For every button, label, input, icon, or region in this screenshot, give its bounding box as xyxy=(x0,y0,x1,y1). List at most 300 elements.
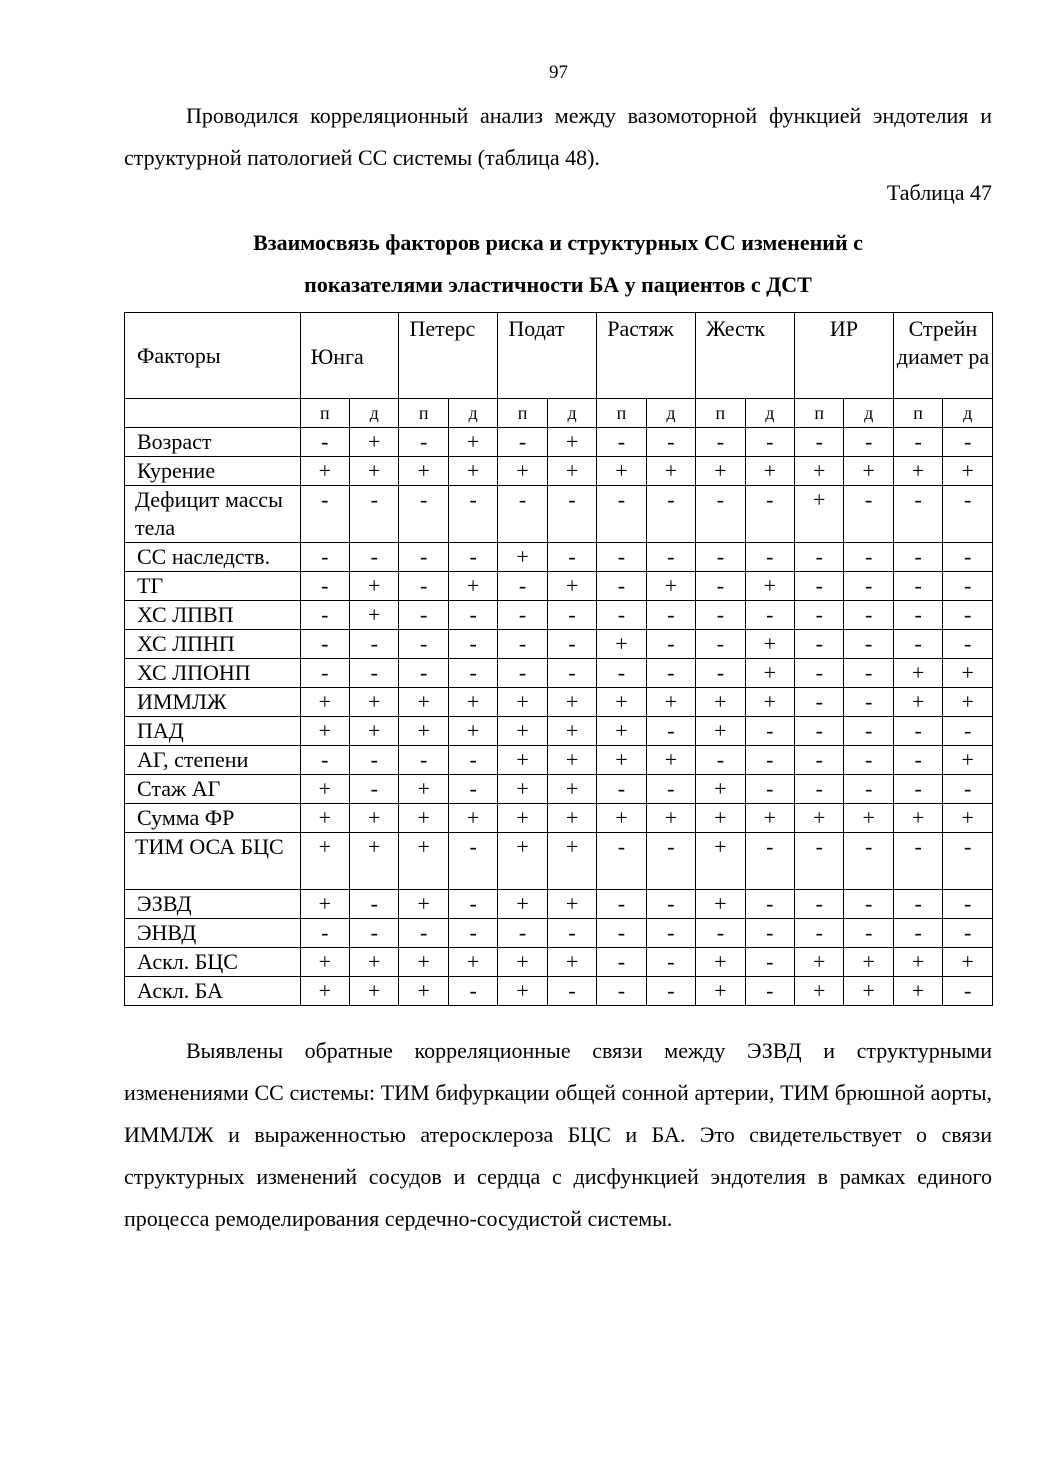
value-cell: + xyxy=(498,543,547,572)
value-cell: + xyxy=(498,977,547,1006)
value-cell: - xyxy=(696,746,745,775)
value-cell: + xyxy=(893,948,942,977)
value-cell: + xyxy=(893,688,942,717)
value-cell: + xyxy=(696,833,745,890)
value-cell: - xyxy=(300,486,349,543)
value-cell: + xyxy=(893,804,942,833)
value-cell: - xyxy=(795,890,844,919)
table-row xyxy=(125,659,993,688)
value-cell: + xyxy=(350,688,399,717)
value-cell: - xyxy=(399,601,448,630)
value-cell: + xyxy=(646,572,695,601)
value-cell: - xyxy=(795,428,844,457)
page-number: 97 xyxy=(549,62,568,83)
value-cell: + xyxy=(646,688,695,717)
value-cell: - xyxy=(943,775,993,804)
value-cell: + xyxy=(547,688,596,717)
value-cell: - xyxy=(745,977,794,1006)
value-cell: + xyxy=(300,717,349,746)
value-cell: + xyxy=(350,833,399,890)
value-cell: - xyxy=(350,630,399,659)
table-body xyxy=(125,428,993,1006)
value-cell: + xyxy=(350,457,399,486)
value-cell: - xyxy=(350,890,399,919)
value-cell: + xyxy=(498,457,547,486)
value-cell: + xyxy=(350,601,399,630)
value-cell: - xyxy=(597,428,646,457)
value-cell: - xyxy=(943,630,993,659)
value-cell: - xyxy=(745,746,794,775)
value-cell: + xyxy=(498,717,547,746)
value-cell: - xyxy=(795,833,844,890)
value-cell: + xyxy=(696,948,745,977)
value-cell: + xyxy=(399,833,448,890)
value-cell: - xyxy=(943,601,993,630)
factor-cell: Аскл. БА xyxy=(125,977,301,1006)
value-cell: + xyxy=(646,804,695,833)
value-cell: + xyxy=(844,977,893,1006)
table-row xyxy=(125,630,993,659)
value-cell: - xyxy=(696,543,745,572)
value-cell: - xyxy=(646,919,695,948)
value-cell: - xyxy=(597,601,646,630)
correlation-table xyxy=(124,312,993,1006)
factor-cell: Аскл. БЦС xyxy=(125,948,301,977)
value-cell: - xyxy=(795,659,844,688)
value-cell: + xyxy=(498,890,547,919)
value-cell: + xyxy=(547,572,596,601)
value-cell: - xyxy=(943,572,993,601)
value-cell: + xyxy=(350,428,399,457)
value-cell: - xyxy=(448,746,497,775)
subheader-cell: п xyxy=(597,399,646,428)
value-cell: - xyxy=(844,688,893,717)
value-cell: + xyxy=(448,457,497,486)
value-cell: + xyxy=(547,890,596,919)
value-cell: - xyxy=(547,919,596,948)
subheader-cell: д xyxy=(448,399,497,428)
value-cell: - xyxy=(300,428,349,457)
factor-cell: ХС ЛПОНП xyxy=(125,659,301,688)
value-cell: - xyxy=(943,977,993,1006)
table-row xyxy=(125,948,993,977)
subheader-cell: д xyxy=(350,399,399,428)
subheader-cell: д xyxy=(745,399,794,428)
value-cell: + xyxy=(300,688,349,717)
value-cell: + xyxy=(597,688,646,717)
value-cell: - xyxy=(448,890,497,919)
value-cell: - xyxy=(547,630,596,659)
header-param-strain: Стрейн диамет ра xyxy=(893,313,992,399)
value-cell: - xyxy=(597,833,646,890)
table-row xyxy=(125,601,993,630)
value-cell: + xyxy=(350,804,399,833)
value-cell: + xyxy=(696,804,745,833)
value-cell: + xyxy=(547,428,596,457)
value-cell: - xyxy=(448,486,497,543)
factor-cell: ЭНВД xyxy=(125,919,301,948)
value-cell: + xyxy=(300,457,349,486)
value-cell: - xyxy=(646,717,695,746)
header-param-podat: Подат xyxy=(498,313,597,399)
value-cell: - xyxy=(795,630,844,659)
value-cell: - xyxy=(844,919,893,948)
value-cell: + xyxy=(547,833,596,890)
value-cell: - xyxy=(844,659,893,688)
value-cell: + xyxy=(943,746,993,775)
value-cell: - xyxy=(547,486,596,543)
value-cell: - xyxy=(448,659,497,688)
value-cell: - xyxy=(350,486,399,543)
value-cell: - xyxy=(350,746,399,775)
value-cell: - xyxy=(943,919,993,948)
value-cell: - xyxy=(844,890,893,919)
factor-cell: Сумма ФР xyxy=(125,804,301,833)
value-cell: + xyxy=(399,717,448,746)
value-cell: - xyxy=(547,543,596,572)
value-cell: - xyxy=(399,919,448,948)
factor-cell: Курение xyxy=(125,457,301,486)
subheader-cell: п xyxy=(498,399,547,428)
value-cell: - xyxy=(547,601,596,630)
value-cell: - xyxy=(300,601,349,630)
value-cell: - xyxy=(893,890,942,919)
header-param-rastyazh: Растяж xyxy=(597,313,696,399)
value-cell: + xyxy=(696,457,745,486)
value-cell: + xyxy=(399,804,448,833)
value-cell: + xyxy=(696,717,745,746)
factor-cell: ПАД xyxy=(125,717,301,746)
value-cell: - xyxy=(943,890,993,919)
value-cell: - xyxy=(448,919,497,948)
value-cell: + xyxy=(498,804,547,833)
value-cell: + xyxy=(547,948,596,977)
value-cell: + xyxy=(448,688,497,717)
value-cell: - xyxy=(745,428,794,457)
value-cell: + xyxy=(597,457,646,486)
value-cell: - xyxy=(795,688,844,717)
value-cell: + xyxy=(547,746,596,775)
value-cell: + xyxy=(498,833,547,890)
value-cell: - xyxy=(893,543,942,572)
value-cell: - xyxy=(646,428,695,457)
value-cell: - xyxy=(448,543,497,572)
value-cell: - xyxy=(844,630,893,659)
value-cell: + xyxy=(498,688,547,717)
value-cell: - xyxy=(399,630,448,659)
value-cell: - xyxy=(646,890,695,919)
factor-cell: ХС ЛПВП xyxy=(125,601,301,630)
value-cell: - xyxy=(893,775,942,804)
factor-cell: ТИМ ОСА БЦС xyxy=(125,833,301,890)
value-cell: + xyxy=(300,890,349,919)
value-cell: - xyxy=(795,746,844,775)
conclusion-paragraph: Выявлены обратные корреляционные связи между ЭЗВД и структурными изменениями СС системы: ТИМ бифуркации общей сонной артерии, ТИМ брюшной аорты, ИММЛЖ и выраженностью атеросклероза БЦС и БА. Это свидетельствует о связи структурных изменений сосудов и сердца с дисфункцией эндотелия в рамках единого процесса ремоделирования сердечно-сосудистой системы. xyxy=(124,1038,992,1231)
value-cell: + xyxy=(498,775,547,804)
value-cell: - xyxy=(498,919,547,948)
value-cell: - xyxy=(448,775,497,804)
value-cell: - xyxy=(597,919,646,948)
value-cell: + xyxy=(745,688,794,717)
value-cell: + xyxy=(498,746,547,775)
value-cell: - xyxy=(696,630,745,659)
value-cell: + xyxy=(745,630,794,659)
value-cell: + xyxy=(547,804,596,833)
value-cell: + xyxy=(399,457,448,486)
value-cell: - xyxy=(300,630,349,659)
value-cell: - xyxy=(696,428,745,457)
value-cell: - xyxy=(844,572,893,601)
value-cell: + xyxy=(448,948,497,977)
value-cell: - xyxy=(597,775,646,804)
subheader-cell: п xyxy=(795,399,844,428)
value-cell: + xyxy=(399,688,448,717)
value-cell: + xyxy=(399,890,448,919)
value-cell: - xyxy=(646,659,695,688)
header-param-peters: Петерс xyxy=(399,313,498,399)
header-factors: Факторы xyxy=(125,313,301,399)
value-cell: - xyxy=(943,717,993,746)
table-row xyxy=(125,746,993,775)
value-cell: - xyxy=(745,775,794,804)
subheader-row xyxy=(125,399,993,428)
value-cell: + xyxy=(300,977,349,1006)
subheader-cell: п xyxy=(300,399,349,428)
value-cell: + xyxy=(646,746,695,775)
value-cell: + xyxy=(893,457,942,486)
value-cell: - xyxy=(844,833,893,890)
value-cell: + xyxy=(547,717,596,746)
value-cell: + xyxy=(597,717,646,746)
value-cell: - xyxy=(893,833,942,890)
value-cell: - xyxy=(597,659,646,688)
factor-cell: Возраст xyxy=(125,428,301,457)
table-row xyxy=(125,717,993,746)
value-cell: - xyxy=(547,659,596,688)
value-cell: + xyxy=(893,659,942,688)
value-cell: - xyxy=(795,919,844,948)
value-cell: - xyxy=(300,543,349,572)
value-cell: - xyxy=(844,775,893,804)
value-cell: - xyxy=(399,428,448,457)
header-param-ir: ИР xyxy=(795,313,894,399)
value-cell: + xyxy=(745,804,794,833)
value-cell: + xyxy=(597,746,646,775)
subheader-empty xyxy=(125,399,301,428)
factor-cell: ТГ xyxy=(125,572,301,601)
value-cell: - xyxy=(646,486,695,543)
factor-cell: АГ, степени xyxy=(125,746,301,775)
value-cell: - xyxy=(893,746,942,775)
value-cell: + xyxy=(745,659,794,688)
value-cell: + xyxy=(795,457,844,486)
value-cell: - xyxy=(646,775,695,804)
value-cell: - xyxy=(795,572,844,601)
value-cell: - xyxy=(696,572,745,601)
value-cell: + xyxy=(448,572,497,601)
value-cell: - xyxy=(597,948,646,977)
value-cell: - xyxy=(498,428,547,457)
value-cell: - xyxy=(893,486,942,543)
table-row xyxy=(125,919,993,948)
value-cell: + xyxy=(597,804,646,833)
factor-cell: ИММЛЖ xyxy=(125,688,301,717)
value-cell: + xyxy=(350,572,399,601)
value-cell: - xyxy=(943,833,993,890)
value-cell: - xyxy=(844,543,893,572)
value-cell: - xyxy=(300,659,349,688)
value-cell: - xyxy=(448,977,497,1006)
value-cell: - xyxy=(795,601,844,630)
table-row xyxy=(125,775,993,804)
value-cell: - xyxy=(498,659,547,688)
subheader-cell: д xyxy=(547,399,596,428)
table-row xyxy=(125,543,993,572)
value-cell: - xyxy=(745,717,794,746)
value-cell: - xyxy=(350,543,399,572)
value-cell: - xyxy=(943,486,993,543)
value-cell: - xyxy=(795,543,844,572)
value-cell: + xyxy=(844,804,893,833)
value-cell: - xyxy=(745,543,794,572)
value-cell: + xyxy=(943,948,993,977)
value-cell: - xyxy=(696,601,745,630)
table-row xyxy=(125,890,993,919)
value-cell: - xyxy=(795,717,844,746)
header-param-jung: Юнга xyxy=(300,313,399,399)
value-cell: - xyxy=(597,977,646,1006)
table-title-line2: показателями эластичности БА у пациентов с ДСТ xyxy=(304,272,812,297)
value-cell: - xyxy=(498,601,547,630)
value-cell: + xyxy=(399,948,448,977)
value-cell: - xyxy=(844,428,893,457)
table-title-line1: Взаимосвязь факторов риска и структурных СС изменений с xyxy=(253,230,863,255)
value-cell: - xyxy=(399,543,448,572)
value-cell: + xyxy=(696,688,745,717)
value-cell: + xyxy=(300,833,349,890)
value-cell: - xyxy=(597,486,646,543)
value-cell: - xyxy=(893,572,942,601)
value-cell: - xyxy=(350,659,399,688)
value-cell: - xyxy=(745,601,794,630)
value-cell: - xyxy=(893,630,942,659)
value-cell: - xyxy=(646,977,695,1006)
factor-cell: ЭЗВД xyxy=(125,890,301,919)
value-cell: - xyxy=(646,601,695,630)
header-param-zhestk: Жестк xyxy=(696,313,795,399)
value-cell: - xyxy=(943,428,993,457)
value-cell: - xyxy=(646,543,695,572)
value-cell: + xyxy=(696,977,745,1006)
value-cell: + xyxy=(943,457,993,486)
value-cell: + xyxy=(795,804,844,833)
value-cell: - xyxy=(448,833,497,890)
value-cell: + xyxy=(350,948,399,977)
value-cell: - xyxy=(300,572,349,601)
value-cell: - xyxy=(745,890,794,919)
value-cell: - xyxy=(498,572,547,601)
table-row xyxy=(125,977,993,1006)
table-row xyxy=(125,804,993,833)
value-cell: + xyxy=(745,457,794,486)
value-cell: + xyxy=(597,630,646,659)
value-cell: + xyxy=(844,948,893,977)
value-cell: + xyxy=(498,948,547,977)
factor-cell: ХС ЛПНП xyxy=(125,630,301,659)
table-row xyxy=(125,486,993,543)
value-cell: - xyxy=(696,919,745,948)
value-cell: - xyxy=(646,833,695,890)
table-row xyxy=(125,833,993,890)
value-cell: + xyxy=(350,717,399,746)
value-cell: - xyxy=(745,833,794,890)
value-cell: + xyxy=(696,890,745,919)
value-cell: + xyxy=(943,659,993,688)
value-cell: + xyxy=(448,717,497,746)
value-cell: - xyxy=(696,659,745,688)
value-cell: + xyxy=(448,428,497,457)
value-cell: - xyxy=(399,486,448,543)
subheader-cell: п xyxy=(399,399,448,428)
subheader-cell: п xyxy=(696,399,745,428)
value-cell: - xyxy=(597,543,646,572)
value-cell: - xyxy=(893,428,942,457)
subheader-cell: д xyxy=(646,399,695,428)
value-cell: - xyxy=(399,659,448,688)
value-cell: + xyxy=(943,804,993,833)
value-cell: - xyxy=(300,919,349,948)
table-row xyxy=(125,572,993,601)
value-cell: + xyxy=(745,572,794,601)
value-cell: + xyxy=(547,457,596,486)
value-cell: + xyxy=(300,775,349,804)
factor-cell: Стаж АГ xyxy=(125,775,301,804)
value-cell: - xyxy=(399,572,448,601)
value-cell: - xyxy=(893,601,942,630)
value-cell: - xyxy=(745,948,794,977)
factor-cell: Дефицит массы тела xyxy=(125,486,301,543)
table-label: Таблица 47 xyxy=(886,180,992,205)
value-cell: + xyxy=(399,775,448,804)
intro-paragraph: Проводился корреляционный анализ между вазомоторной функцией эндотелия и структурной патологией СС системы (таблица 48). xyxy=(124,103,992,170)
value-cell: + xyxy=(547,775,596,804)
value-cell: - xyxy=(893,919,942,948)
value-cell: - xyxy=(844,601,893,630)
factor-cell: СС наследств. xyxy=(125,543,301,572)
value-cell: + xyxy=(300,948,349,977)
value-cell: - xyxy=(350,919,399,948)
value-cell: - xyxy=(448,601,497,630)
value-cell: - xyxy=(597,572,646,601)
value-cell: + xyxy=(696,775,745,804)
value-cell: + xyxy=(399,977,448,1006)
value-cell: - xyxy=(498,630,547,659)
value-cell: + xyxy=(646,457,695,486)
table-row xyxy=(125,688,993,717)
value-cell: - xyxy=(597,890,646,919)
value-cell: - xyxy=(696,486,745,543)
value-cell: - xyxy=(646,948,695,977)
value-cell: - xyxy=(844,746,893,775)
value-cell: + xyxy=(943,688,993,717)
value-cell: + xyxy=(350,977,399,1006)
subheader-cell: п xyxy=(893,399,942,428)
value-cell: + xyxy=(448,804,497,833)
value-cell: - xyxy=(350,775,399,804)
value-cell: + xyxy=(844,457,893,486)
value-cell: - xyxy=(745,919,794,948)
value-cell: + xyxy=(795,948,844,977)
